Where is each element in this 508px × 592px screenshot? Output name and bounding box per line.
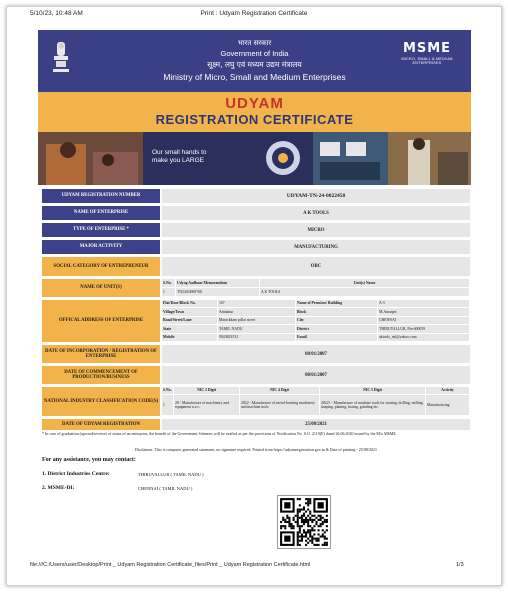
msme-logo-subtext: MICRO, SMALL & MEDIUM ENTERPRISES bbox=[401, 57, 453, 65]
address-cell: Manickkam pillai street bbox=[218, 317, 296, 325]
gov-english: Government of India bbox=[220, 49, 289, 58]
address-cell: Name of Premises/ Building bbox=[296, 300, 378, 308]
gov-hindi: भारत सरकार bbox=[237, 39, 272, 47]
qr-code bbox=[277, 495, 331, 549]
certificate-title-main: REGISTRATION CERTIFICATE bbox=[155, 112, 354, 127]
contact-dic-label: 1. District Industries Centre: bbox=[42, 471, 110, 477]
assistance-heading: For any assistance, you may contact: bbox=[42, 457, 136, 463]
certificate-title-udyam: UDYAM bbox=[225, 95, 284, 112]
label-type-of-enterprise: TYPE OF ENTERPRISE * bbox=[42, 223, 160, 237]
value-name-of-enterprise: A K TOOLS bbox=[162, 206, 470, 220]
contact-msmedi-label: 2. MSME-DI: bbox=[42, 485, 75, 491]
label-registration-number: UDYAM REGISTRATION NUMBER bbox=[42, 189, 160, 203]
value-date-of-commencement: 08/01/2007 bbox=[162, 366, 470, 384]
value-date-of-udyam-registration: 25/08/2021 bbox=[162, 419, 470, 430]
address-cell: Village/Town bbox=[162, 308, 218, 316]
nic-header-2digit: NIC 2 Digit bbox=[174, 387, 240, 395]
address-cell: TAMIL NADU bbox=[218, 325, 296, 333]
graduation-footnote: * In case of graduation (upward/reverse) of status of an enterprise, the benefit of the Government Schemes will be availed as per the provisions of Notification No. S.O. 2119(E) dated 26.06.2020 issued by the M/o MSME. bbox=[42, 431, 397, 436]
nic-header-4digit: NIC 4 Digit bbox=[240, 387, 320, 395]
ministry-banner bbox=[38, 30, 471, 92]
print-page-number: 1/3 bbox=[456, 562, 464, 568]
address-table bbox=[162, 300, 470, 342]
label-date-of-incorporation: DATE OF INCORPORATION / REGISTRATION OF ENTERPRISE bbox=[42, 345, 160, 363]
ministry-hindi: सूक्ष्म, लघु एवं मध्यम उद्यम मंत्रालय bbox=[207, 60, 302, 69]
label-major-activity: MAJOR ACTIVITY bbox=[42, 240, 160, 254]
nic-cell-sno: 1 bbox=[162, 395, 174, 416]
address-cell: State bbox=[162, 325, 218, 333]
print-datetime: 5/10/23, 10:48 AM bbox=[30, 10, 83, 17]
label-official-address: OFFICAL ADDRESS OF ENTERPRISE bbox=[42, 300, 160, 342]
label-date-of-udyam-registration: DATE OF UDYAM REGISTRATION bbox=[42, 419, 160, 430]
ministry-english: Ministry of Micro, Small and Medium Enterprises bbox=[163, 72, 346, 82]
contact-msmedi-value: CHENNAI ( TAMIL NADU ) bbox=[138, 486, 193, 491]
units-table bbox=[162, 279, 470, 297]
msme-logo-text: MSME bbox=[402, 41, 452, 56]
address-cell: A-5 bbox=[378, 300, 470, 308]
address-cell: District bbox=[296, 325, 378, 333]
print-title: Print : Udyam Registration Certificate bbox=[200, 10, 308, 17]
address-cell: 167 bbox=[218, 300, 296, 308]
value-type-of-enterprise: MICRO bbox=[162, 223, 470, 237]
label-date-of-commencement: DATE OF COMMENCEMENT OF PRODUCTION/BUSINESS bbox=[42, 366, 160, 384]
address-cell: Ambattur bbox=[218, 308, 296, 316]
units-header-name: Unit(s) Name bbox=[260, 279, 470, 288]
units-cell-uam: TN24A0069768 bbox=[176, 288, 260, 297]
nic-cell-4digit: 2822 - Manufacture of metal-forming machinery and machine tools bbox=[240, 395, 320, 416]
banner-photo-strip bbox=[38, 132, 471, 185]
address-cell: M.Amarpet bbox=[378, 308, 470, 316]
label-social-category: SOCIAL CATEGORY OF ENTREPRENEUR bbox=[42, 257, 160, 276]
address-cell: Email bbox=[296, 334, 378, 342]
units-header-sno: S.No. bbox=[162, 279, 176, 288]
nic-header-5digit: NIC 5 Digit bbox=[320, 387, 426, 395]
disclaimer: Disclaimer: This is computer generated statement, no signature required. Printed from https://udyamregistration.gov.in & Date of printing - 25/08/2021 bbox=[135, 447, 377, 452]
address-cell: Block bbox=[296, 308, 378, 316]
banner-photo-collage bbox=[38, 132, 471, 185]
units-header-uam: Udyog Aadhaar Memorandum bbox=[176, 279, 260, 288]
nic-cell-activity: Manufacturing bbox=[426, 395, 470, 416]
value-registration-number: UDYAM-TN-24-0022458 bbox=[162, 189, 470, 203]
address-cell: City bbox=[296, 317, 378, 325]
label-nic-codes: NATIONAL INDUSTRY CLASSIFICATION CODE(S) bbox=[42, 387, 160, 416]
nic-header-activity: Activity bbox=[426, 387, 470, 395]
label-name-of-enterprise: NAME OF ENTERPRISE bbox=[42, 206, 160, 220]
msme-logo bbox=[394, 41, 460, 65]
address-cell: aktools_nsl@yahoo.com bbox=[378, 334, 470, 342]
units-cell-sno: 1 bbox=[162, 288, 176, 297]
banner-slogan: Our small hands to make you LARGE bbox=[152, 149, 207, 164]
units-cell-name: A K TOOLS bbox=[260, 288, 470, 297]
value-date-of-incorporation: 08/01/2007 bbox=[162, 345, 470, 363]
address-cell: Flat/Door/Block No. bbox=[162, 300, 218, 308]
address-cell: THIRUVALLUR, Pin-600059 bbox=[378, 325, 470, 333]
address-cell: CHENNAI bbox=[378, 317, 470, 325]
print-file-path: file:///C:/Users/user/Desktop/Print _ Udyam Registration Certificate_files/Print _ Udyam Registration Certificate.html bbox=[30, 562, 311, 568]
certificate-title-bar bbox=[38, 92, 471, 132]
value-social-category: OBC bbox=[162, 257, 470, 276]
address-cell: 9043823552 bbox=[218, 334, 296, 342]
label-name-of-units: NAME OF UNIT(S) bbox=[42, 279, 160, 297]
nic-header-sno: S.No. bbox=[162, 387, 174, 395]
nic-table bbox=[162, 387, 470, 416]
value-major-activity: MANUFACTURING bbox=[162, 240, 470, 254]
nic-cell-2digit: 28 - Manufacture of machinery and equipment n.e.c. bbox=[174, 395, 240, 416]
contact-dic-value: THIRUVALLUR ( TAMIL NADU ) bbox=[138, 472, 204, 477]
address-cell: Road/Street/Lane bbox=[162, 317, 218, 325]
nic-cell-5digit: 28221 - Manufacture of machine tools for turning, drilling, milling, shaping, planing, boring, grinding etc. bbox=[320, 395, 426, 416]
address-cell: Mobile bbox=[162, 334, 218, 342]
